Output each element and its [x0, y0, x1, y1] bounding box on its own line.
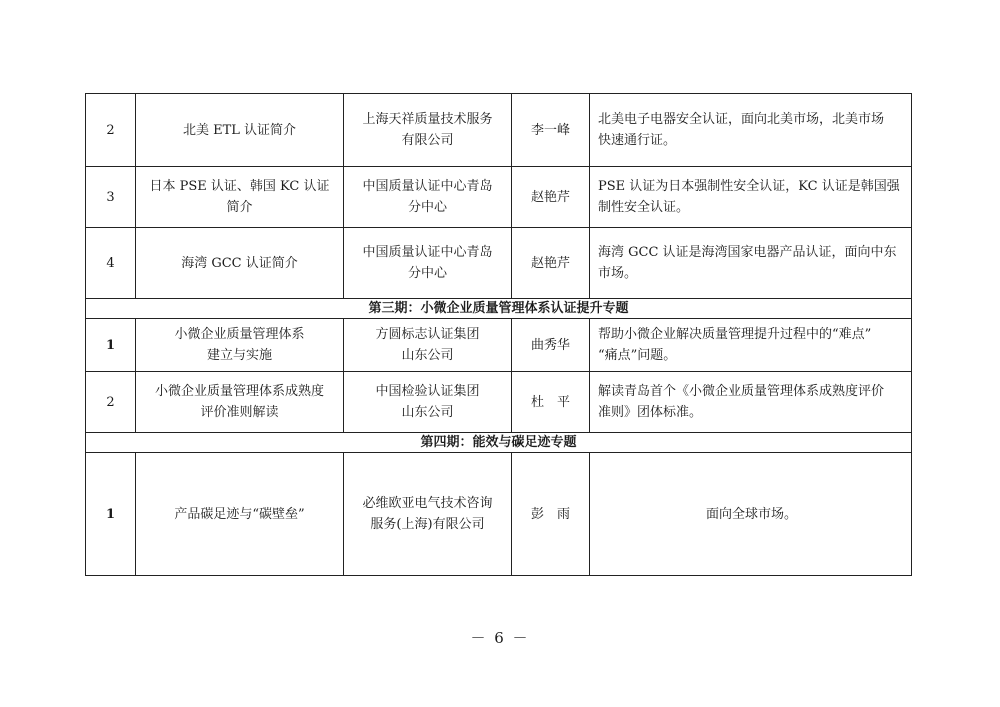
topic-cell-line: 简介 — [226, 200, 253, 215]
description-cell — [590, 319, 912, 372]
description-cell — [590, 372, 912, 433]
description-cell-line: PSE 认证为日本强制性安全认证，KC 认证是韩国强 — [598, 179, 900, 194]
topic-cell — [136, 228, 344, 299]
table-body — [86, 94, 912, 576]
table-row — [86, 372, 912, 433]
topic-cell-line: 小微企业质量管理体系成熟度 — [154, 384, 324, 399]
schedule-table — [85, 93, 912, 576]
table-row — [86, 319, 912, 372]
table-row — [86, 94, 912, 167]
description-cell-line: 北美电子电器安全认证，面向北美市场，北美市场 — [598, 112, 885, 127]
table-row — [86, 228, 912, 299]
organization-cell — [344, 167, 512, 228]
speaker-cell: 曲秀华 — [512, 319, 590, 372]
row-number: 3 — [86, 167, 136, 228]
description-cell-line: “痛点”问题。 — [598, 348, 677, 363]
description-cell — [590, 453, 912, 576]
topic-cell-line: 产品碳足迹与“碳壁垒” — [174, 506, 305, 522]
speaker-cell: 李一峰 — [512, 94, 590, 167]
organization-cell-line: 中国质量认证中心青岛 — [362, 179, 493, 194]
description-cell-line: 市场。 — [598, 266, 638, 281]
topic-cell — [136, 372, 344, 433]
speaker-cell: 彭 雨 — [512, 453, 590, 576]
organization-cell-line: 有限公司 — [401, 133, 454, 148]
section-title: 第三期：小微企业质量管理体系认证提升专题 — [86, 299, 912, 319]
description-cell-line: 解读青岛首个《小微企业质量管理体系成熟度评价 — [598, 384, 885, 399]
row-number: 1 — [86, 453, 136, 576]
organization-cell — [344, 453, 512, 576]
organization-cell-line: 中国质量认证中心青岛 — [362, 245, 493, 260]
section-title: 第四期：能效与碳足迹专题 — [86, 433, 912, 453]
description-cell — [590, 228, 912, 299]
organization-cell-line: 中国检验认证集团 — [375, 384, 480, 399]
topic-cell — [136, 94, 344, 167]
row-number: 4 — [86, 228, 136, 299]
table-row — [86, 453, 912, 576]
topic-cell-line: 北美 ETL 认证简介 — [182, 122, 297, 138]
speaker-cell: 赵艳芹 — [512, 228, 590, 299]
topic-cell — [136, 453, 344, 576]
organization-cell-line: 山东公司 — [401, 405, 454, 420]
topic-cell-line: 评价准则解读 — [200, 405, 279, 420]
description-cell-line: 海湾 GCC 认证是海湾国家电器产品认证，面向中东 — [598, 245, 897, 260]
description-cell — [590, 167, 912, 228]
table-row — [86, 167, 912, 228]
row-number: 1 — [86, 319, 136, 372]
organization-cell — [344, 94, 512, 167]
description-cell-line: 帮助小微企业解决质量管理提升过程中的“难点” — [598, 327, 872, 342]
organization-cell-line: 方圆标志认证集团 — [375, 327, 480, 342]
organization-cell-line: 分中心 — [407, 266, 447, 281]
topic-cell — [136, 319, 344, 372]
organization-cell — [344, 372, 512, 433]
section-header-row — [86, 299, 912, 319]
description-cell-line: 面向全球市场。 — [705, 506, 797, 522]
row-number: 2 — [86, 94, 136, 167]
row-number: 2 — [86, 372, 136, 433]
speaker-cell: 杜 平 — [512, 372, 590, 433]
description-cell-line: 准则》团体标准。 — [598, 405, 703, 420]
organization-cell-line: 上海天祥质量技术服务 — [362, 112, 493, 127]
topic-cell-line: 小微企业质量管理体系 — [174, 327, 305, 342]
page-number: － 6 － — [470, 629, 530, 647]
organization-cell — [344, 228, 512, 299]
description-cell — [590, 94, 912, 167]
topic-cell-line: 建立与实施 — [206, 348, 272, 363]
topic-cell-line: 日本 PSE 认证、韩国 KC 认证 — [149, 179, 330, 194]
section-header-row — [86, 433, 912, 453]
topic-cell — [136, 167, 344, 228]
speaker-cell: 赵艳芹 — [512, 167, 590, 228]
organization-cell — [344, 319, 512, 372]
organization-cell-line: 服务(上海)有限公司 — [370, 517, 485, 532]
description-cell-line: 制性安全认证。 — [598, 200, 690, 215]
organization-cell-line: 必维欧亚电气技术咨询 — [362, 496, 493, 511]
organization-cell-line: 山东公司 — [401, 348, 454, 363]
organization-cell-line: 分中心 — [407, 200, 447, 215]
description-cell-line: 快速通行证。 — [598, 133, 677, 148]
topic-cell-line: 海湾 GCC 认证简介 — [181, 255, 298, 271]
